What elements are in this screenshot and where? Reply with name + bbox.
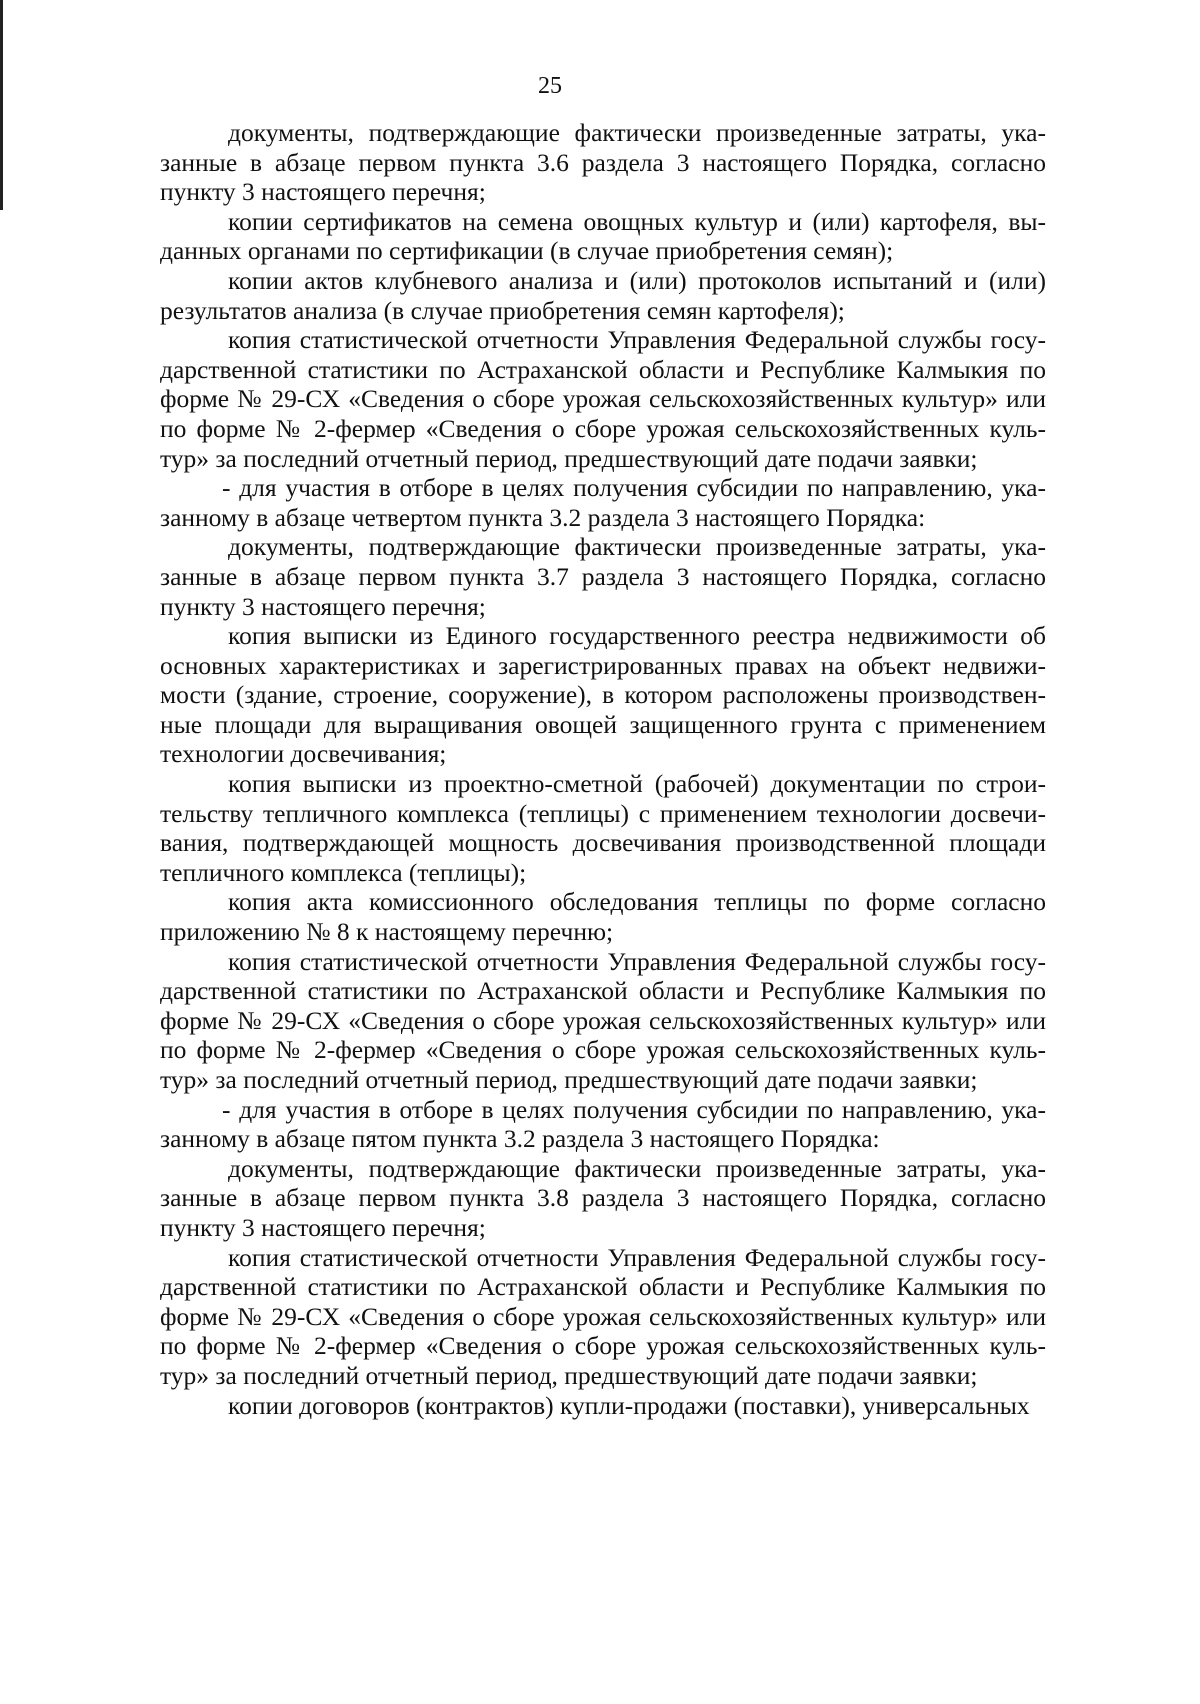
paragraph-documents-3-8: документы, подтверждающие фактически произведенные затраты, указанные в абзаце первом пункта 3.8 раздела 3 настоящего Порядка, согласно пункту 3 настоящего перечня;	[160, 1153, 1046, 1242]
paragraph-documents-3-6: документы, подтверждающие фактически произведенные затраты, указанные в абзаце первом пункта 3.6 раздела 3 настоящего Порядка, согласно пункту 3 настоящего перечня;	[160, 118, 1046, 207]
paragraph-statistics-report: копия статистической отчетности Управления Федеральной службы государственной статистики по Астраханской области и Республике Калмыкия по форме № 29-СХ «Сведения о сборе урожая сельскохозяйственных культур» или по форме № 2-фермер «Сведения о сборе урожая сельскохозяйственных культур» за последний отчетный период, предшествующий дате подачи заявки;	[160, 946, 1046, 1094]
paragraph-seed-certificates: копии сертификатов на семена овощных культур и (или) картофеля, выданных органами по сертификации (в случае приобретения семян);	[160, 206, 1046, 266]
paragraph-sale-contracts: копии договоров (контрактов) купли-продажи (поставки), универсальных	[228, 1390, 1030, 1420]
paragraph-tuber-analysis: копии актов клубневого анализа и (или) протоколов испытаний и (или) результатов анализа (в случае приобретения семян картофеля);	[160, 265, 1046, 325]
scan-edge-line	[0, 0, 3, 210]
page-number: 25	[538, 73, 562, 99]
document-body	[160, 118, 1046, 1420]
paragraph-statistics-report: копия статистической отчетности Управления Федеральной службы государственной статистики по Астраханской области и Республике Калмыкия по форме № 29-СХ «Сведения о сборе урожая сельскохозяйственных культур» или по форме № 2-фермер «Сведения о сборе урожая сельскохозяйственных культур» за последний отчетный период, предшествующий дате подачи заявки;	[160, 325, 1046, 473]
paragraph-statistics-report: копия статистической отчетности Управления Федеральной службы государственной статистики по Астраханской области и Республике Калмыкия по форме № 29-СХ «Сведения о сборе урожая сельскохозяйственных культур» или по форме № 2-фермер «Сведения о сборе урожая сельскохозяйственных культур» за последний отчетный период, предшествующий дате подачи заявки;	[160, 1242, 1046, 1390]
list-item-direction-4: - для участия в отборе в целях получения субсидии по направлению, указанному в абзаце четвертом пункта 3.2 раздела 3 настоящего Порядка:	[160, 473, 1046, 532]
paragraph-project-extract: копия выписки из проектно-сметной (рабочей) документации по строительству тепличного комплекса (теплицы) с применением технологии досвечивания, подтверждающей мощность досвечивания производственной площади тепличного комплекса (теплицы);	[160, 769, 1046, 887]
paragraph-documents-3-7: документы, подтверждающие фактически произведенные затраты, указанные в абзаце первом пункта 3.7 раздела 3 настоящего Порядка, согласно пункту 3 настоящего перечня;	[160, 532, 1046, 621]
paragraph-registry-extract: копия выписки из Единого государственного реестра недвижимости об основных характеристиках и зарегистрированных правах на объект недвижимости (здание, строение, сооружение), в котором расположены производственные площади для выращивания овощей защищенного грунта с применением технологии досвечивания;	[160, 621, 1046, 769]
list-item-direction-5: - для участия в отборе в целях получения субсидии по направлению, указанному в абзаце пятом пункта 3.2 раздела 3 настоящего Порядка:	[160, 1094, 1046, 1154]
paragraph-inspection-act: копия акта комиссионного обследования теплицы по форме согласно приложению № 8 к настоящему перечню;	[160, 887, 1046, 947]
